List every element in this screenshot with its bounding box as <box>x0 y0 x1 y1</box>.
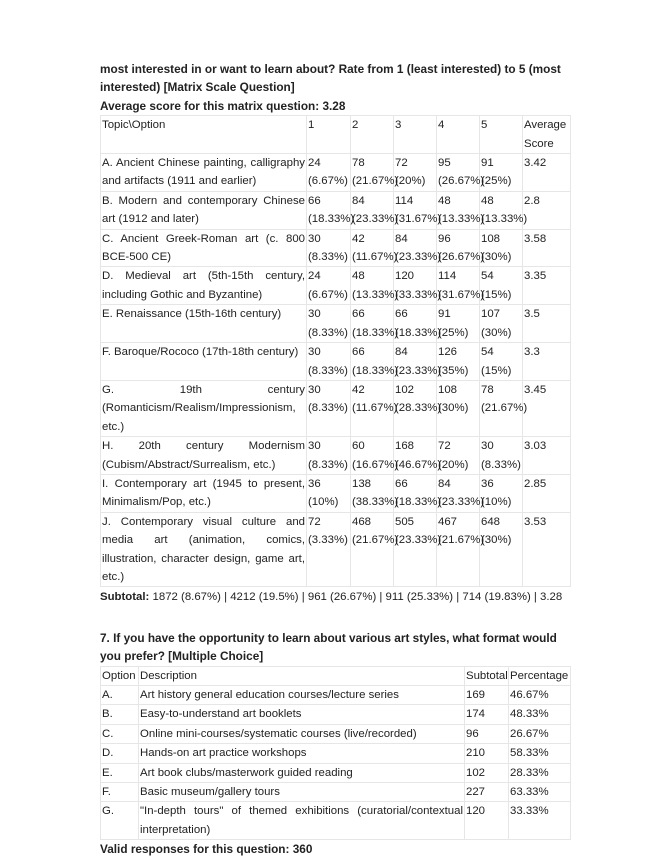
topic-cell: H. 20th century Modernism (Cubism/Abstract/Surrealism, etc.) <box>101 437 307 475</box>
choice-header-cell: Percentage <box>509 666 571 685</box>
subtotal-cell: 227 <box>465 783 509 802</box>
subtotal-cell: 210 <box>465 744 509 763</box>
rating-cell: 138 (38.33%) <box>351 474 394 512</box>
option-cell: F. <box>101 783 139 802</box>
table-row <box>101 802 571 840</box>
rating-cell: 84 (23.33%) <box>394 229 437 267</box>
rating-cell: 30 (8.33%) <box>480 437 523 475</box>
question-7-title: 7. If you have the opportunity to learn about various art styles, what format would you prefer? [Multiple Choice] <box>100 630 557 664</box>
percentage-cell: 46.67% <box>509 686 571 705</box>
rating-cell: 30 (8.33%) <box>307 380 351 436</box>
rating-cell: 66 (18.33%) <box>394 305 437 343</box>
description-cell: Art history general education courses/lecture series <box>139 686 465 705</box>
table-row <box>101 191 571 229</box>
rating-cell: 648 (30%) <box>480 512 523 587</box>
rating-cell: 66 (18.33%) <box>351 343 394 381</box>
percentage-cell: 33.33% <box>509 802 571 840</box>
rating-cell: 66 (18.33%) <box>307 191 351 229</box>
rating-cell: 102 (28.33%) <box>394 380 437 436</box>
rating-cell: 72 (20%) <box>394 154 437 192</box>
topic-cell: C. Ancient Greek-Roman art (c. 800 BCE-500 CE) <box>101 229 307 267</box>
rating-cell: 505 (23.33%) <box>394 512 437 587</box>
average-cell: 3.53 <box>523 512 571 587</box>
average-cell: 3.35 <box>523 267 571 305</box>
topic-cell: B. Modern and contemporary Chinese art (1912 and later) <box>101 191 307 229</box>
table-row <box>101 154 571 192</box>
rating-cell: 114 (31.67%) <box>437 267 480 305</box>
rating-cell: 120 (33.33%) <box>394 267 437 305</box>
table-row <box>101 705 571 724</box>
rating-cell: 78 (21.67%) <box>351 154 394 192</box>
average-cell: 3.03 <box>523 437 571 475</box>
rating-cell: 30 (8.33%) <box>307 229 351 267</box>
rating-cell: 468 (21.67%) <box>351 512 394 587</box>
average-cell: 3.5 <box>523 305 571 343</box>
description-cell: Basic museum/gallery tours <box>139 783 465 802</box>
average-cell: 3.58 <box>523 229 571 267</box>
matrix-header-cell: Topic\Option <box>101 116 307 154</box>
percentage-cell: 28.33% <box>509 763 571 782</box>
valid-responses: Valid responses for this question: 360 <box>100 842 313 857</box>
rating-cell: 96 (26.67%) <box>437 229 480 267</box>
percentage-cell: 48.33% <box>509 705 571 724</box>
multiple-choice-table <box>100 666 571 841</box>
table-row <box>101 229 571 267</box>
matrix-header-cell: 5 <box>480 116 523 154</box>
topic-cell: G. 19th century (Romanticism/Realism/Impressionism, etc.) <box>101 380 307 436</box>
option-cell: C. <box>101 724 139 743</box>
rating-cell: 78 (21.67%) <box>480 380 523 436</box>
rating-cell: 36 (10%) <box>480 474 523 512</box>
matrix-header-cell: 3 <box>394 116 437 154</box>
option-cell: E. <box>101 763 139 782</box>
rating-cell: 66 (18.33%) <box>351 305 394 343</box>
matrix-header-cell: 1 <box>307 116 351 154</box>
description-cell: Hands-on art practice workshops <box>139 744 465 763</box>
subtotal-cell: 169 <box>465 686 509 705</box>
choice-header-cell: Description <box>139 666 465 685</box>
topic-cell: I. Contemporary art (1945 to present, Minimalism/Pop, etc.) <box>101 474 307 512</box>
table-row <box>101 305 571 343</box>
question-6-title: most interested in or want to learn about? Rate from 1 (least interested) to 5 (most interested) [Matrix Scale Question] <box>100 62 561 95</box>
table-row <box>101 512 571 587</box>
rating-cell: 66 (18.33%) <box>394 474 437 512</box>
percentage-cell: 63.33% <box>509 783 571 802</box>
table-row <box>101 380 571 436</box>
matrix-header-cell: 4 <box>437 116 480 154</box>
rating-cell: 126 (35%) <box>437 343 480 381</box>
topic-cell: J. Contemporary visual culture and media art (animation, comics, illustration, character design, game art, etc.) <box>101 512 307 587</box>
average-cell: 3.45 <box>523 380 571 436</box>
subtotal-cell: 96 <box>465 724 509 743</box>
rating-cell: 467 (21.67%) <box>437 512 480 587</box>
table-row <box>101 267 571 305</box>
option-cell: D. <box>101 744 139 763</box>
rating-cell: 84 (23.33%) <box>351 191 394 229</box>
rating-cell: 95 (26.67%) <box>437 154 480 192</box>
topic-cell: E. Renaissance (15th-16th century) <box>101 305 307 343</box>
rating-cell: 107 (30%) <box>480 305 523 343</box>
table-row <box>101 763 571 782</box>
rating-cell: 48 (13.33%) <box>437 191 480 229</box>
matrix-subtotal <box>100 588 570 606</box>
percentage-cell: 58.33% <box>509 744 571 763</box>
option-cell: A. <box>101 686 139 705</box>
matrix-average-score: Average score for this matrix question: 3.28 <box>100 98 346 113</box>
choice-header-row <box>101 666 571 685</box>
table-row <box>101 783 571 802</box>
average-cell: 3.3 <box>523 343 571 381</box>
survey-report <box>100 60 570 859</box>
matrix-header-cell: Average Score <box>523 116 571 154</box>
rating-cell: 60 (16.67%) <box>351 437 394 475</box>
rating-cell: 72 (3.33%) <box>307 512 351 587</box>
matrix-table <box>100 115 571 587</box>
rating-cell: 30 (8.33%) <box>307 305 351 343</box>
topic-cell: F. Baroque/Rococo (17th-18th century) <box>101 343 307 381</box>
topic-cell: A. Ancient Chinese painting, calligraphy and artifacts (1911 and earlier) <box>101 154 307 192</box>
rating-cell: 30 (8.33%) <box>307 437 351 475</box>
description-cell: "In-depth tours" of themed exhibitions (curatorial/contextual interpretation) <box>139 802 465 840</box>
rating-cell: 54 (15%) <box>480 267 523 305</box>
rating-cell: 42 (11.67%) <box>351 380 394 436</box>
description-cell: Online mini-courses/systematic courses (live/recorded) <box>139 724 465 743</box>
rating-cell: 91 (25%) <box>480 154 523 192</box>
choice-header-cell: Subtotal <box>465 666 509 685</box>
average-cell: 2.8 <box>523 191 571 229</box>
rating-cell: 108 (30%) <box>437 380 480 436</box>
table-row <box>101 686 571 705</box>
rating-cell: 24 (6.67%) <box>307 154 351 192</box>
subtotal-cell: 174 <box>465 705 509 724</box>
topic-cell: D. Medieval art (5th-15th century, including Gothic and Byzantine) <box>101 267 307 305</box>
table-row <box>101 724 571 743</box>
rating-cell: 24 (6.67%) <box>307 267 351 305</box>
option-cell: G. <box>101 802 139 840</box>
rating-cell: 30 (8.33%) <box>307 343 351 381</box>
rating-cell: 168 (46.67%) <box>394 437 437 475</box>
rating-cell: 114 (31.67%) <box>394 191 437 229</box>
subtotal-cell: 120 <box>465 802 509 840</box>
rating-cell: 84 (23.33%) <box>394 343 437 381</box>
table-row <box>101 437 571 475</box>
percentage-cell: 26.67% <box>509 724 571 743</box>
description-cell: Art book clubs/masterwork guided reading <box>139 763 465 782</box>
description-cell: Easy-to-understand art booklets <box>139 705 465 724</box>
rating-cell: 42 (11.67%) <box>351 229 394 267</box>
subtotal-cell: 102 <box>465 763 509 782</box>
subtotal-label: Subtotal: <box>100 591 150 604</box>
choice-header-cell: Option <box>101 666 139 685</box>
table-row <box>101 474 571 512</box>
rating-cell: 84 (23.33%) <box>437 474 480 512</box>
rating-cell: 36 (10%) <box>307 474 351 512</box>
rating-cell: 48 (13.33%) <box>351 267 394 305</box>
rating-cell: 108 (30%) <box>480 229 523 267</box>
subtotal-value: 1872 (8.67%) | 4212 (19.5%) | 961 (26.67%) | 911 (25.33%) | 714 (19.83%) | 3.28 <box>149 591 563 604</box>
rating-cell: 72 (20%) <box>437 437 480 475</box>
table-row <box>101 343 571 381</box>
option-cell: B. <box>101 705 139 724</box>
rating-cell: 91 (25%) <box>437 305 480 343</box>
rating-cell: 54 (15%) <box>480 343 523 381</box>
matrix-header-cell: 2 <box>351 116 394 154</box>
matrix-header-row <box>101 116 571 154</box>
average-cell: 2.85 <box>523 474 571 512</box>
table-row <box>101 744 571 763</box>
rating-cell: 48 (13.33%) <box>480 191 523 229</box>
average-cell: 3.42 <box>523 154 571 192</box>
